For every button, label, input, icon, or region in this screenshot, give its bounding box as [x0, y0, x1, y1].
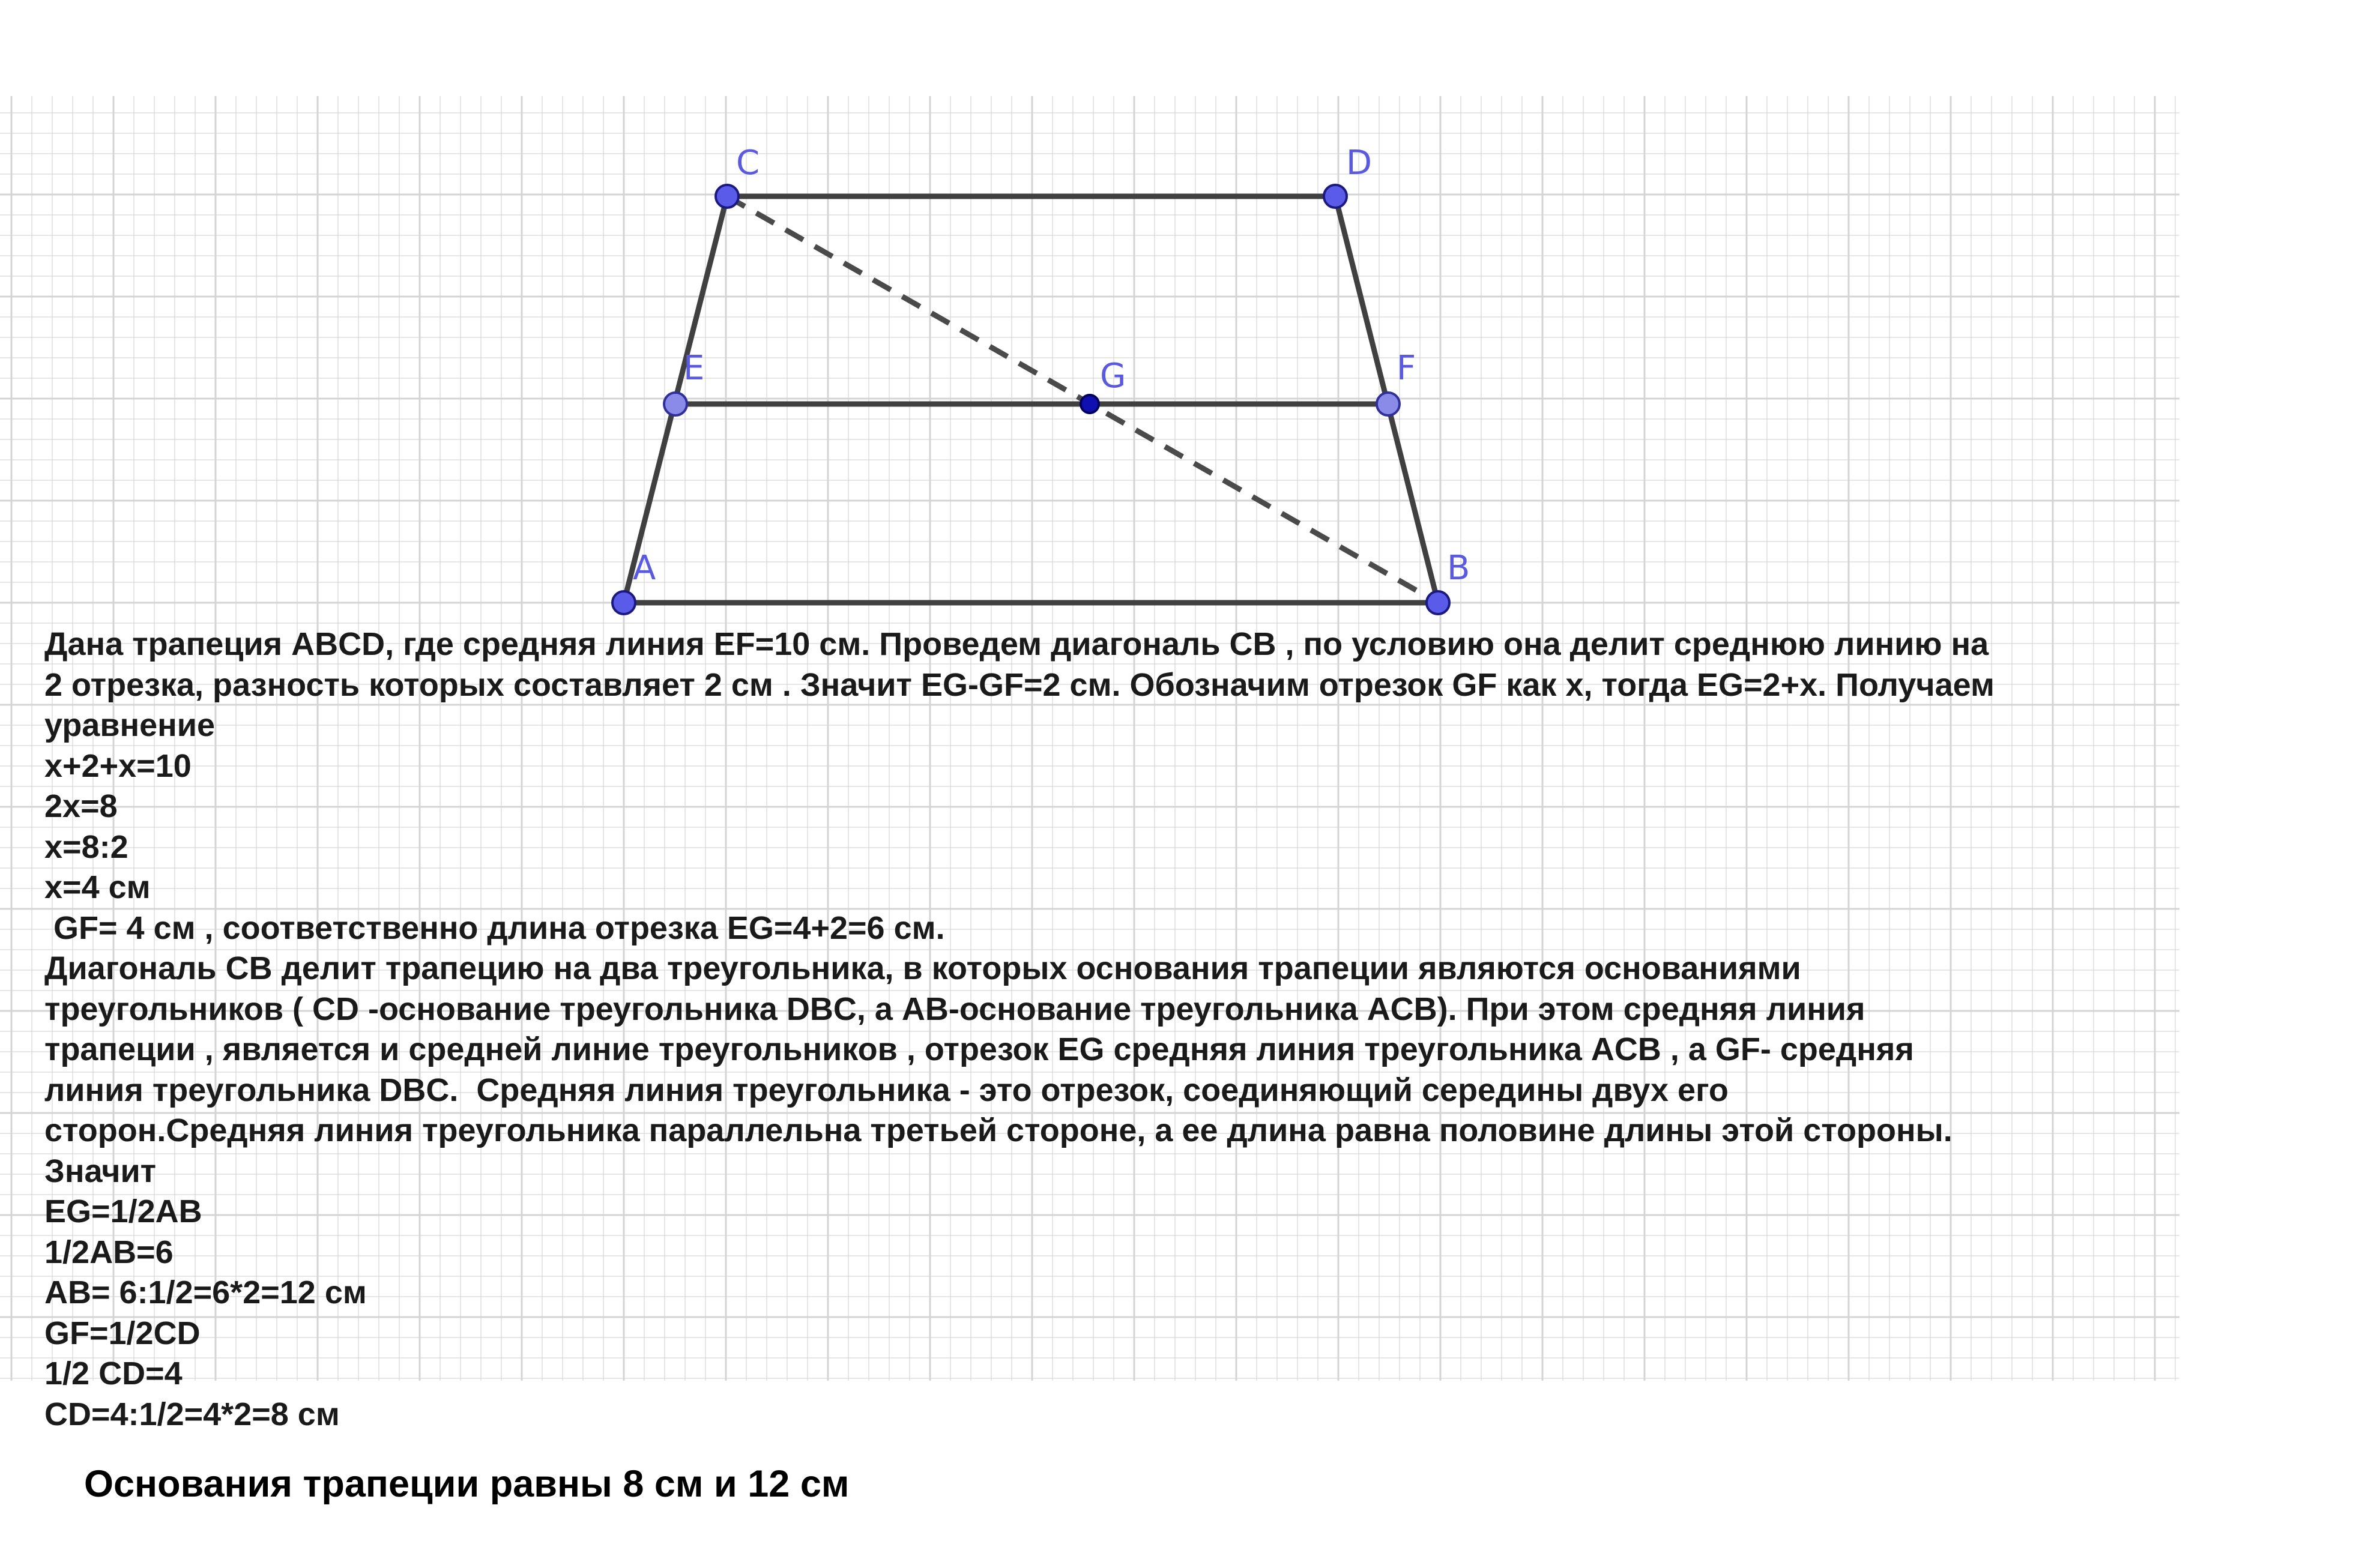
point-g[interactable] [1081, 395, 1099, 413]
solution-line: CD=4:1/2=4*2=8 см [44, 1396, 340, 1432]
answer-text: Основания трапеции равны 8 см и 12 см [84, 1463, 850, 1505]
solution-line: 1/2 CD=4 [44, 1355, 183, 1392]
solution-line: уравнение [44, 707, 216, 743]
solution-text [44, 624, 2206, 1435]
solution-line: 1/2AB=6 [44, 1234, 174, 1270]
point-label-e: E [683, 349, 705, 388]
solution-line: линия треугольника DBC. Средняя линия треугольника - это отрезок, соединяющий середины двух его [44, 1072, 1729, 1108]
solution-line: Диагональ CB делит трапецию на два треугольника, в которых основания трапеции являются основаниями [44, 950, 1801, 986]
solution-line: Значит [44, 1153, 157, 1189]
point-label-f: F [1397, 349, 1416, 388]
solution-line: EG=1/2AB [44, 1193, 202, 1229]
solution-line: AB= 6:1/2=6*2=12 см [44, 1274, 367, 1310]
solution-line: треугольников ( CD -основание треугольника DBC, а AB-основание треугольника ACB). При этом средняя линия [44, 991, 1865, 1027]
point-label-g: G [1100, 357, 1126, 396]
solution-line: 2 отрезка, разность которых составляет 2 см . Значит EG-GF=2 см. Обозначим отрезок GF как x, тогда EG=2+x. Получаем [44, 666, 1995, 703]
solution-line: x=4 см [44, 869, 151, 905]
solution-line: GF= 4 см , соответственно длина отрезка EG=4+2=6 см. [44, 909, 945, 946]
point-b[interactable] [1427, 591, 1449, 614]
point-d[interactable] [1324, 185, 1347, 208]
point-label-a: A [633, 549, 656, 588]
point-label-c: C [736, 143, 760, 182]
point-f[interactable] [1377, 393, 1400, 415]
solution-line: x+2+x=10 [44, 747, 192, 784]
solution-line: сторон.Средняя линия треугольника параллельна третьей стороне, а ее длина равна половине длины этой стороны. [44, 1112, 1953, 1148]
point-label-d: D [1346, 143, 1373, 182]
solution-line: 2x=8 [44, 788, 118, 824]
point-label-b: B [1447, 549, 1470, 588]
point-c[interactable] [716, 185, 738, 208]
point-e[interactable] [664, 393, 687, 415]
solution-line: x=8:2 [44, 828, 128, 865]
solution-line: трапеции , является и средней линие треугольников , отрезок EG средняя линия треугольника ACB , а GF- средняя [44, 1031, 1914, 1067]
solution-line: Дана трапеция ABCD, где средняя линия EF=10 см. Проведем диагональ CB , по условию она делит среднюю линию на [44, 626, 1989, 662]
solution-line: GF=1/2CD [44, 1315, 201, 1351]
point-a[interactable] [612, 591, 635, 614]
